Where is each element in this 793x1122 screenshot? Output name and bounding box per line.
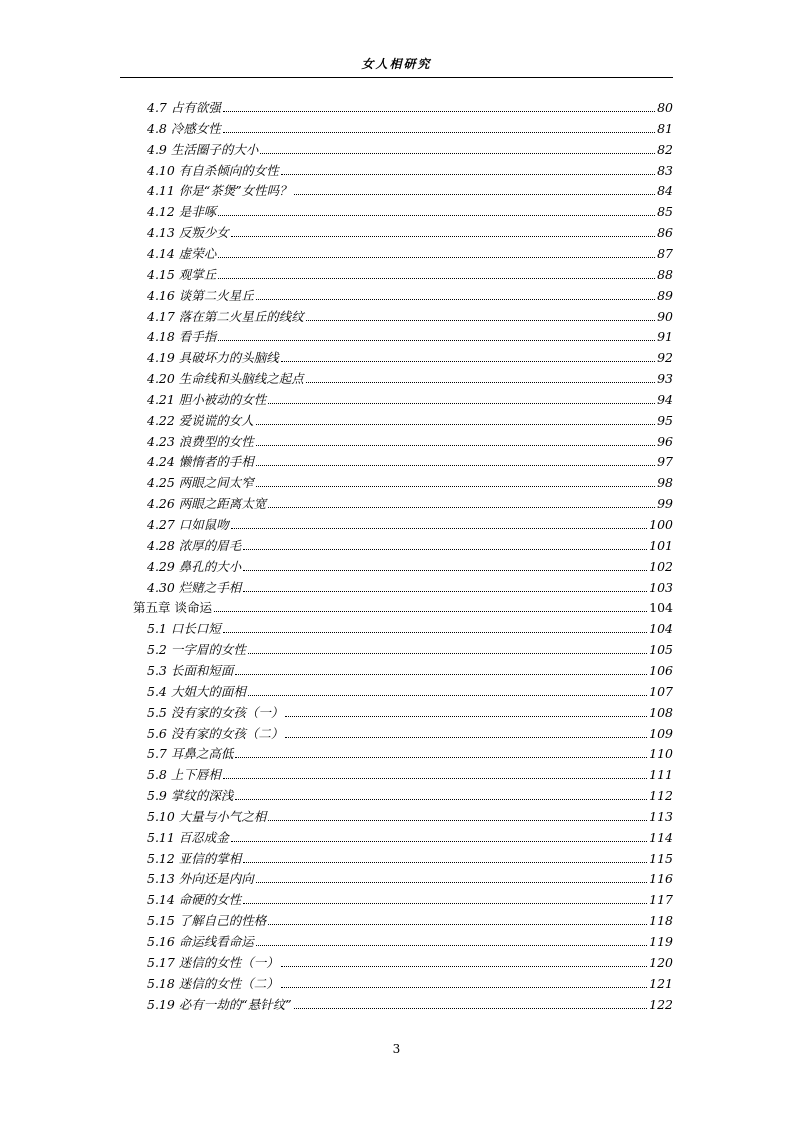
toc-section-entry[interactable] bbox=[147, 449, 673, 469]
toc-entry-title: 4.8 冷感女性 bbox=[147, 120, 221, 136]
toc-dot-leader bbox=[231, 528, 647, 529]
toc-entry-title: 5.13 外向还是内向 bbox=[147, 871, 254, 887]
toc-entry-page: 118 bbox=[649, 913, 673, 929]
toc-section-entry[interactable] bbox=[147, 658, 673, 678]
toc-section-entry[interactable] bbox=[147, 741, 673, 761]
toc-entry-title: 5.14 命硬的女性 bbox=[147, 892, 242, 908]
toc-section-entry[interactable] bbox=[147, 491, 673, 511]
toc-chapter-entry[interactable] bbox=[133, 595, 673, 615]
toc-entry-page: 82 bbox=[657, 141, 673, 157]
toc-entry-title: 4.11 你是“茶煲”女性吗？ bbox=[147, 183, 292, 199]
toc-entry-title: 5.12 亚信的掌相 bbox=[147, 850, 242, 866]
running-header-title: 女人相研究 bbox=[361, 57, 432, 71]
toc-section-entry[interactable] bbox=[147, 616, 673, 636]
toc-entry-page: 98 bbox=[657, 475, 673, 491]
toc-entry-page: 122 bbox=[649, 996, 673, 1012]
toc-entry-title: 5.11 百忍成金 bbox=[147, 829, 229, 845]
toc-entry-title: 4.30 烂赌之手相 bbox=[147, 579, 242, 595]
toc-entry-title: 5.7 耳鼻之高低 bbox=[147, 746, 234, 762]
toc-entry-page: 115 bbox=[649, 850, 673, 866]
toc-entry-page: 92 bbox=[657, 350, 673, 366]
toc-dot-leader bbox=[256, 882, 647, 883]
toc-dot-leader bbox=[281, 966, 647, 967]
toc-entry-title: 4.29 鼻孔的大小 bbox=[147, 558, 242, 574]
toc-section-entry[interactable] bbox=[147, 304, 673, 324]
toc-dot-leader bbox=[256, 299, 655, 300]
toc-dot-leader bbox=[306, 320, 655, 321]
toc-entry-title: 5.5 没有家的女孩（一） bbox=[147, 704, 284, 720]
toc-entry-title: 5.2 一字眉的女性 bbox=[147, 642, 246, 658]
toc-section-entry[interactable] bbox=[147, 324, 673, 344]
toc-entry-title: 5.16 命运线看命运 bbox=[147, 934, 254, 949]
toc-entry-title: 4.21 胆小被动的女性 bbox=[147, 391, 267, 407]
toc-dot-leader bbox=[256, 945, 647, 946]
toc-entry-title: 4.16 谈第二火星丘 bbox=[147, 287, 254, 303]
toc-entry-page: 81 bbox=[657, 120, 673, 136]
toc-entry-page: 89 bbox=[657, 287, 673, 303]
toc-entry-page: 102 bbox=[649, 558, 673, 574]
toc-entry-title: 4.12 是非啄 bbox=[147, 204, 217, 220]
toc-entry-page: 107 bbox=[649, 683, 673, 699]
toc-entry-page: 95 bbox=[657, 412, 673, 428]
toc-dot-leader bbox=[285, 737, 647, 738]
toc-dot-leader bbox=[248, 695, 647, 696]
toc-entry-page: 97 bbox=[657, 454, 673, 470]
toc-entry-title: 4.18 看手指 bbox=[147, 329, 217, 345]
toc-dot-leader bbox=[223, 632, 647, 633]
toc-section-entry[interactable] bbox=[147, 783, 673, 803]
toc-section-entry[interactable] bbox=[147, 137, 673, 157]
toc-section-entry[interactable] bbox=[147, 929, 673, 949]
toc-entry-page: 83 bbox=[657, 162, 673, 178]
toc-entry-title: 5.10 大量与小气之相 bbox=[147, 808, 267, 824]
toc-section-entry[interactable] bbox=[147, 825, 673, 845]
toc-dot-leader bbox=[231, 236, 655, 237]
toc-entry-page: 87 bbox=[657, 245, 673, 261]
toc-entry-page: 84 bbox=[657, 183, 673, 199]
toc-entry-title: 4.13 反叛少女 bbox=[147, 225, 229, 241]
toc-section-entry[interactable] bbox=[147, 762, 673, 782]
toc-entry-page: 119 bbox=[649, 934, 673, 949]
toc-entry-title: 4.28 浓厚的眉毛 bbox=[147, 537, 242, 553]
toc-section-entry[interactable] bbox=[147, 866, 673, 886]
toc-entry-page: 80 bbox=[657, 100, 673, 115]
toc-dot-leader bbox=[256, 445, 655, 446]
toc-entry-page: 121 bbox=[649, 975, 673, 991]
toc-dot-leader bbox=[235, 757, 647, 758]
toc-entry-page: 101 bbox=[649, 537, 673, 553]
toc-entry-page: 109 bbox=[649, 725, 673, 741]
toc-section-entry[interactable] bbox=[147, 846, 673, 866]
toc-entry-title: 4.20 生命线和头脑线之起点 bbox=[147, 371, 304, 387]
toc-section-entry[interactable] bbox=[147, 262, 673, 282]
toc-section-entry[interactable] bbox=[147, 366, 673, 386]
toc-dot-leader bbox=[243, 903, 647, 904]
toc-entry-page: 86 bbox=[657, 225, 673, 241]
toc-section-entry[interactable] bbox=[147, 512, 673, 532]
toc-entry-page: 85 bbox=[657, 204, 673, 220]
toc-entry-page: 117 bbox=[649, 892, 673, 908]
toc-entry-title: 4.24 懒惰者的手相 bbox=[147, 454, 254, 470]
toc-dot-leader bbox=[235, 674, 647, 675]
toc-entry-title: 5.15 了解自己的性格 bbox=[147, 913, 267, 929]
toc-section-entry[interactable] bbox=[147, 950, 673, 970]
toc-dot-leader bbox=[306, 382, 655, 383]
toc-dot-leader bbox=[281, 361, 655, 362]
toc-dot-leader bbox=[218, 257, 655, 258]
toc-dot-leader bbox=[294, 1008, 648, 1009]
toc-entry-page: 120 bbox=[649, 954, 673, 970]
toc-section-entry[interactable] bbox=[147, 387, 673, 407]
toc-dot-leader bbox=[243, 862, 647, 863]
toc-entry-page: 113 bbox=[649, 808, 673, 824]
toc-dot-leader bbox=[285, 716, 647, 717]
toc-entry-title: 4.26 两眼之距离太宽 bbox=[147, 496, 267, 512]
toc-dot-leader bbox=[243, 570, 647, 571]
toc-entry-page: 114 bbox=[649, 829, 673, 845]
toc-entry-title: 5.1 口长口短 bbox=[147, 621, 221, 637]
toc-entry-page: 112 bbox=[649, 788, 673, 804]
toc-entry-title: 4.19 具破坏力的头脑线 bbox=[147, 350, 279, 366]
toc-entry-title: 4.15 观掌丘 bbox=[147, 266, 217, 282]
toc-entry-title: 5.19 必有一劫的“悬针纹” bbox=[147, 996, 292, 1012]
toc-entry-title: 4.25 两眼之间太窄 bbox=[147, 475, 254, 491]
toc-entry-page: 108 bbox=[649, 704, 673, 720]
toc-entry-page: 88 bbox=[657, 266, 673, 282]
toc-section-entry[interactable] bbox=[147, 721, 673, 741]
toc-entry-page: 110 bbox=[649, 746, 673, 762]
toc-entry-title: 4.23 浪费型的女性 bbox=[147, 433, 254, 449]
toc-entry-title: 4.22 爱说谎的女人 bbox=[147, 412, 254, 428]
toc-dot-leader bbox=[231, 841, 647, 842]
toc-section-entry[interactable] bbox=[147, 199, 673, 219]
page-number: 3 bbox=[392, 1042, 401, 1056]
toc-entry-title: 5.6 没有家的女孩（二） bbox=[147, 725, 284, 741]
toc-section-entry[interactable] bbox=[147, 178, 673, 198]
toc-section-entry[interactable] bbox=[147, 637, 673, 657]
toc-entry-page: 90 bbox=[657, 308, 673, 324]
toc-dot-leader bbox=[223, 778, 647, 779]
toc-section-entry[interactable] bbox=[147, 283, 673, 303]
toc-dot-leader bbox=[218, 215, 655, 216]
toc-entry-page: 100 bbox=[649, 517, 673, 532]
toc-section-entry[interactable] bbox=[147, 908, 673, 928]
toc-entry-title: 5.3 长面和短面 bbox=[147, 662, 234, 678]
header-rule bbox=[120, 77, 673, 78]
toc-section-entry[interactable] bbox=[147, 992, 673, 1012]
toc-section-entry[interactable] bbox=[147, 345, 673, 365]
toc-entry-title: 4.17 落在第二火星丘的线纹 bbox=[147, 308, 304, 324]
toc-dot-leader bbox=[235, 799, 647, 800]
toc-section-entry[interactable] bbox=[147, 887, 673, 907]
toc-section-entry[interactable] bbox=[147, 95, 673, 115]
toc-dot-leader bbox=[243, 549, 647, 550]
toc-section-entry[interactable] bbox=[147, 220, 673, 240]
toc-dot-leader bbox=[248, 653, 647, 654]
toc-section-entry[interactable] bbox=[147, 700, 673, 720]
toc-entry-title: 4.7 占有欲强 bbox=[147, 100, 221, 115]
toc-entry-page: 104 bbox=[649, 600, 673, 616]
toc-dot-leader bbox=[218, 278, 655, 279]
toc-entry-title: 4.27 口如鼠吻 bbox=[147, 517, 229, 532]
toc-section-entry[interactable] bbox=[147, 554, 673, 574]
toc-entry-page: 111 bbox=[649, 767, 673, 783]
toc-dot-leader bbox=[268, 507, 655, 508]
toc-entry-title: 5.18 迷信的女性（二） bbox=[147, 975, 279, 991]
toc-section-entry[interactable] bbox=[147, 971, 673, 991]
toc-entry-page: 96 bbox=[657, 433, 673, 449]
toc-dot-leader bbox=[218, 340, 655, 341]
toc-entry-page: 94 bbox=[657, 391, 673, 407]
toc-dot-leader bbox=[260, 153, 655, 154]
toc-section-entry[interactable] bbox=[147, 408, 673, 428]
toc-dot-leader bbox=[281, 174, 655, 175]
toc-dot-leader bbox=[223, 111, 655, 112]
toc-section-entry[interactable] bbox=[147, 241, 673, 261]
toc-dot-leader bbox=[268, 924, 647, 925]
toc-entry-title: 4.10 有自杀倾向的女性 bbox=[147, 162, 279, 178]
toc-section-entry[interactable] bbox=[147, 533, 673, 553]
toc-entry-title: 5.17 迷信的女性（一） bbox=[147, 954, 279, 970]
toc-entry-page: 105 bbox=[649, 642, 673, 658]
toc-entry-title: 5.9 掌纹的深浅 bbox=[147, 788, 234, 804]
toc-section-entry[interactable] bbox=[147, 575, 673, 595]
toc-entry-page: 104 bbox=[649, 621, 673, 637]
toc-section-entry[interactable] bbox=[147, 679, 673, 699]
toc-entry-page: 106 bbox=[649, 662, 673, 678]
toc-dot-leader bbox=[294, 194, 656, 195]
toc-dot-leader bbox=[268, 403, 655, 404]
toc-entry-page: 99 bbox=[657, 496, 673, 512]
toc-section-entry[interactable] bbox=[147, 470, 673, 490]
toc-dot-leader bbox=[268, 820, 647, 821]
toc-entry-page: 91 bbox=[657, 329, 673, 345]
toc-entry-page: 116 bbox=[649, 871, 673, 887]
toc-entry-page: 93 bbox=[657, 371, 673, 387]
toc-entry-title: 4.9 生活圈子的大小 bbox=[147, 141, 259, 157]
toc-dot-leader bbox=[223, 132, 655, 133]
toc-entry-title: 5.8 上下唇相 bbox=[147, 767, 221, 783]
toc-dot-leader bbox=[256, 465, 655, 466]
toc-dot-leader bbox=[281, 987, 647, 988]
toc-section-entry[interactable] bbox=[147, 804, 673, 824]
toc-dot-leader bbox=[256, 486, 655, 487]
toc-entry-title: 4.14 虚荣心 bbox=[147, 245, 217, 261]
toc-section-entry[interactable] bbox=[147, 158, 673, 178]
toc-entry-title: 5.4 大姐大的面相 bbox=[147, 683, 246, 699]
toc-dot-leader bbox=[243, 591, 647, 592]
toc-section-entry[interactable] bbox=[147, 429, 673, 449]
toc-dot-leader bbox=[256, 424, 655, 425]
toc-dot-leader bbox=[214, 611, 647, 612]
toc-entry-title: 第五章 谈命运 bbox=[133, 600, 212, 616]
toc-entry-page: 103 bbox=[649, 579, 673, 595]
toc-section-entry[interactable] bbox=[147, 116, 673, 136]
